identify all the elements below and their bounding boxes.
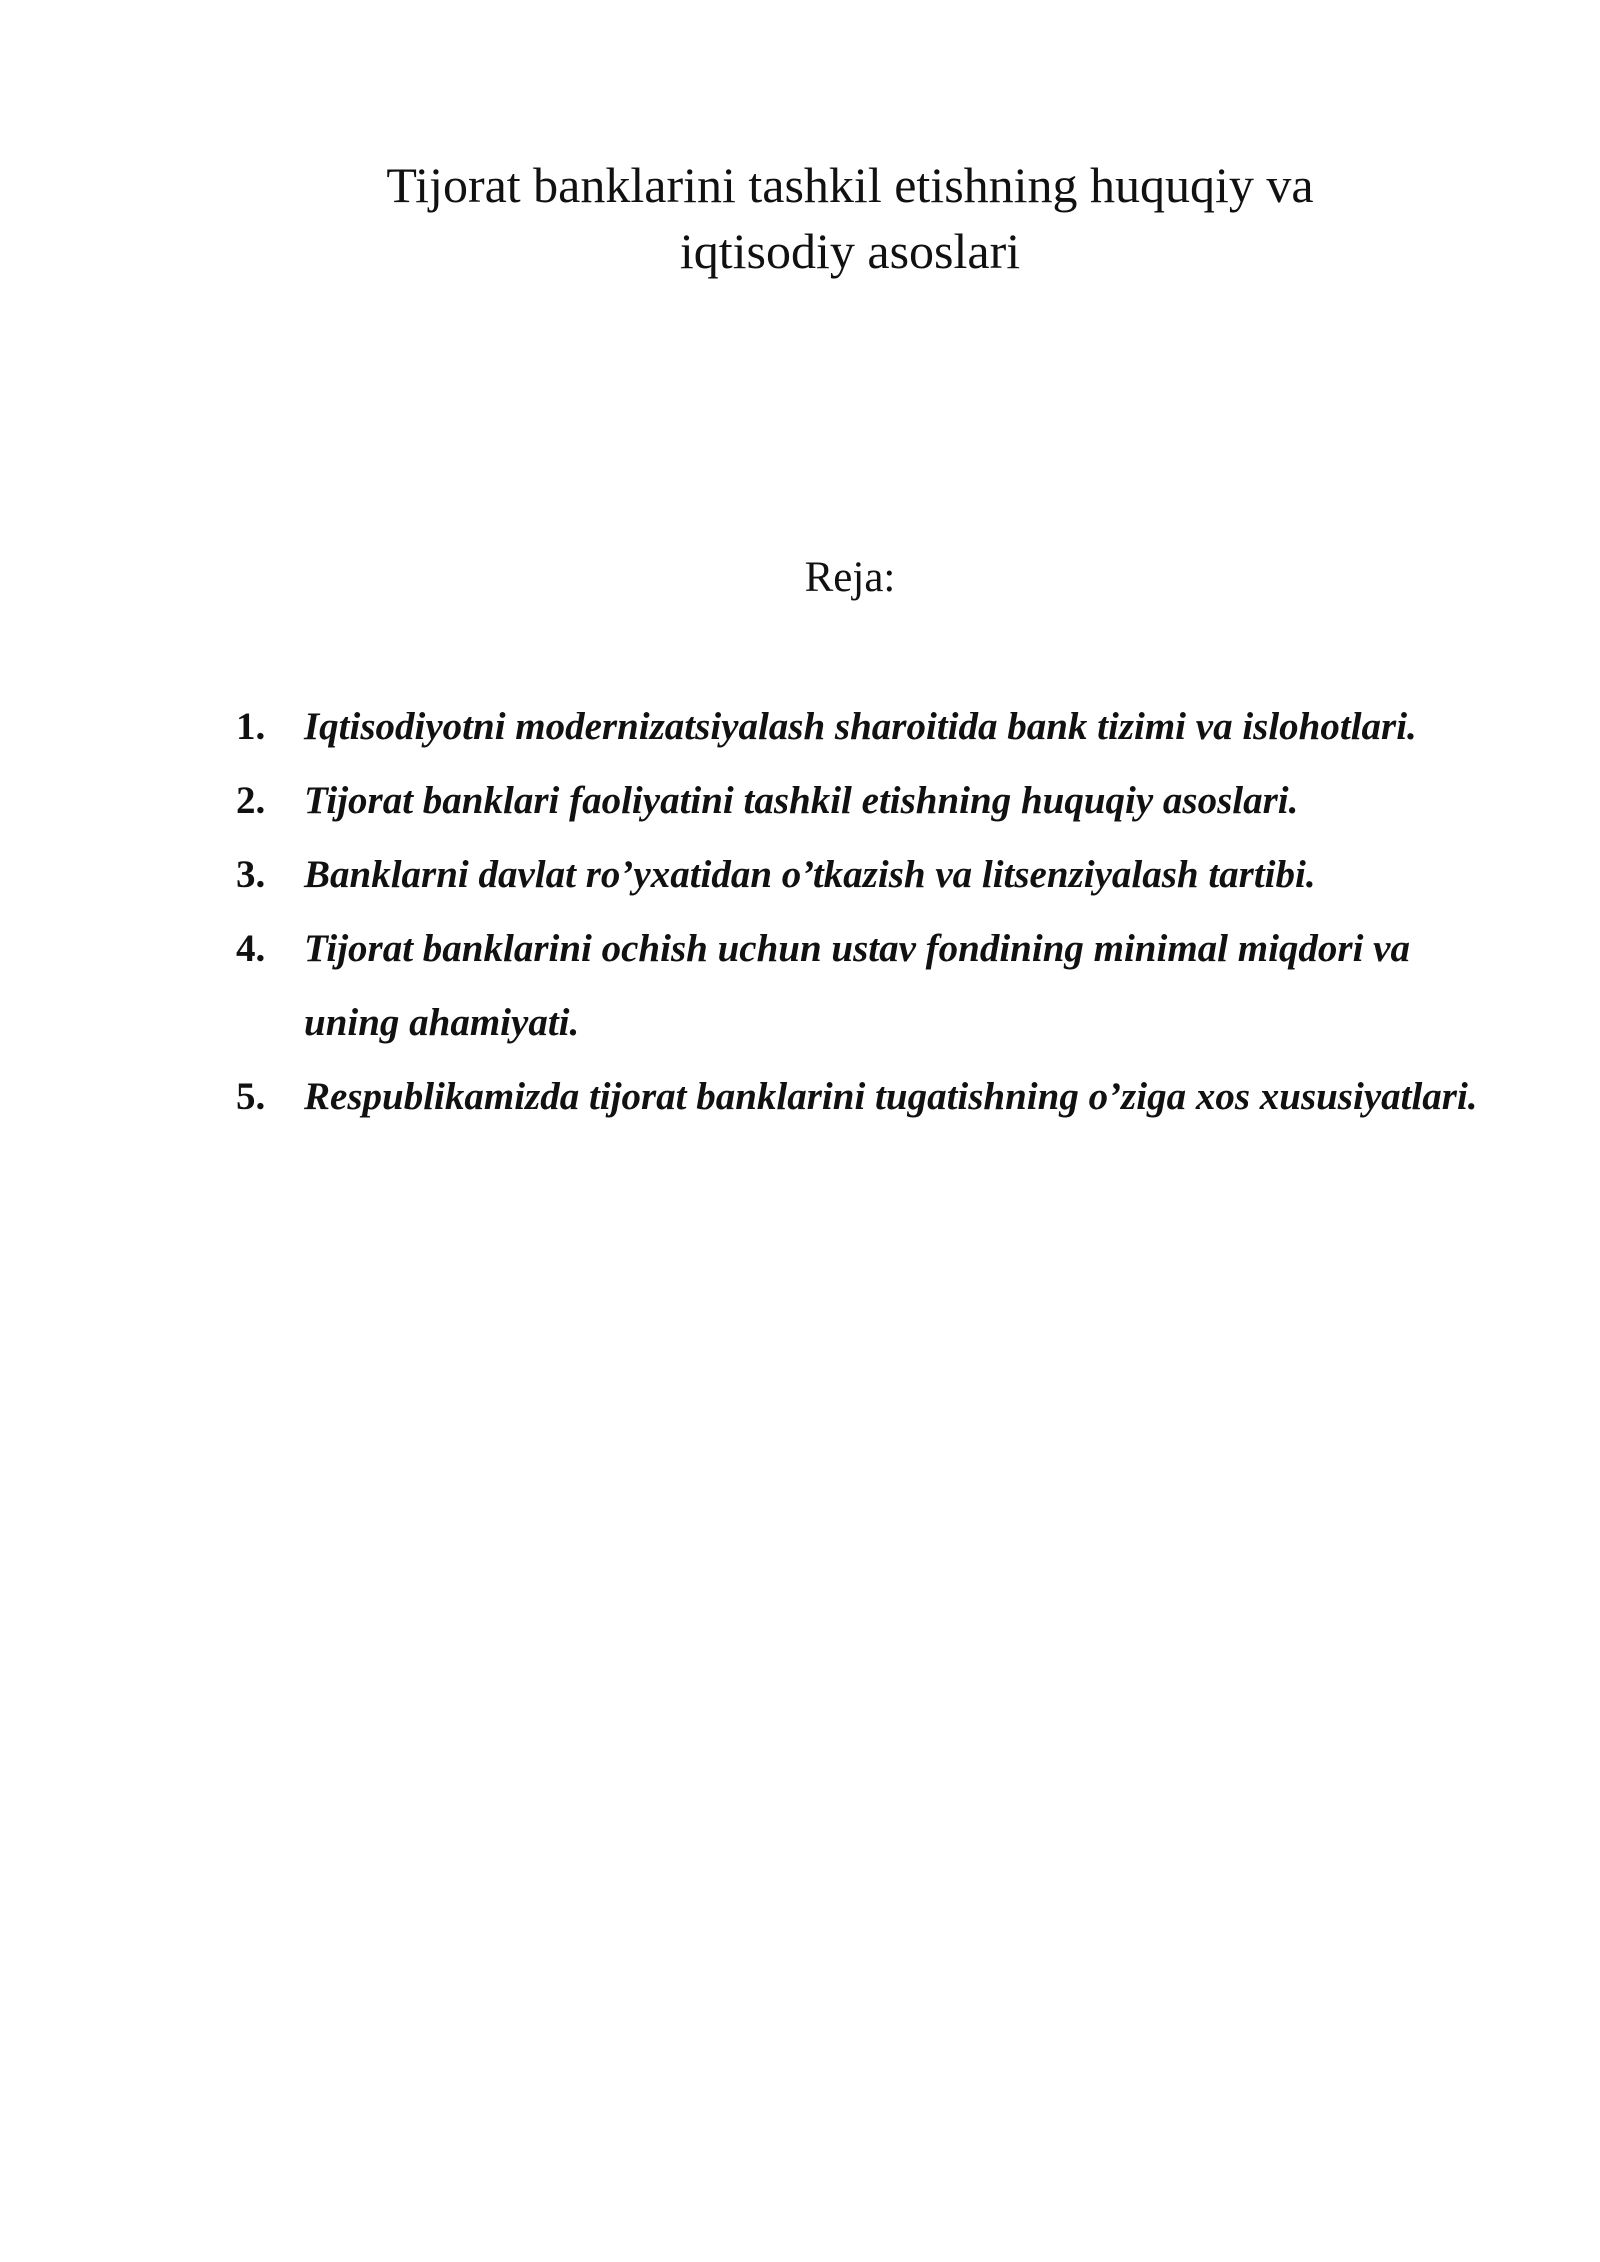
plan-item-text: Tijorat banklari faoliyatini tashkil etishning huquqiy asoslari. xyxy=(304,779,1299,822)
document-title-line-2: iqtisodiy asoslari xyxy=(679,223,1021,279)
plan-item-number: 1. xyxy=(236,705,266,748)
plan-item-text: Banklarni davlat ro’yxatidan o’tkazish va litsenziyalash tartibi. xyxy=(304,853,1316,896)
plan-item xyxy=(236,1060,1496,1134)
plan-item xyxy=(236,764,1496,838)
document-title xyxy=(300,152,1400,284)
plan-item-text: Iqtisodiyotni modernizatsiyalash sharoitida bank tizimi va islohotlari. xyxy=(304,705,1417,748)
plan-item xyxy=(236,912,1496,1060)
plan-heading: Reja: xyxy=(804,554,896,601)
document-title-line-1: Tijorat banklarini tashkil etishning huquqiy va xyxy=(386,157,1314,213)
plan-item xyxy=(236,690,1496,764)
plan-item-number: 2. xyxy=(236,779,266,822)
plan-item xyxy=(236,838,1496,912)
plan-item-number: 4. xyxy=(236,927,266,970)
plan-item-text: Tijorat banklarini ochish uchun ustav fondining minimal miqdori va uning ahamiyati. xyxy=(304,927,1410,1044)
plan-item-text: Respublikamizda tijorat banklarini tugatishning o’ziga xos xususiyatlari. xyxy=(304,1075,1478,1118)
plan-item-number: 3. xyxy=(236,853,266,896)
plan-item-number: 5. xyxy=(236,1075,266,1118)
plan-list xyxy=(236,690,1496,1134)
